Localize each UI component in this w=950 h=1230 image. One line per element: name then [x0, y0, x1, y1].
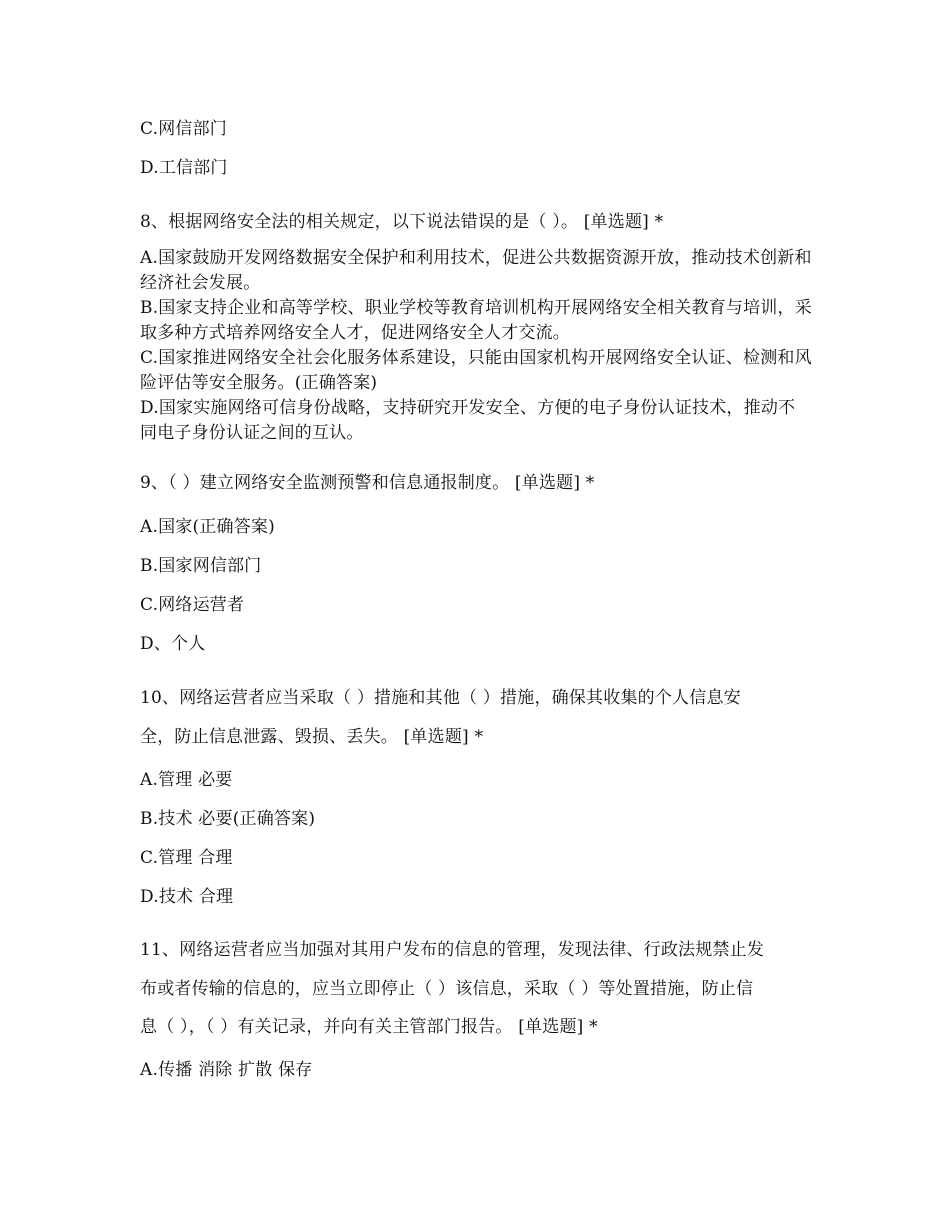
q8-option-d: D.国家实施网络可信身份战略，支持研究开发安全、方便的电子身份认证技术，推动不同电子身份认证之间的互认。 [140, 398, 796, 443]
q7-option-c: C.网信部门 [140, 119, 228, 139]
q8-question: 8、根据网络安全法的相关规定，以下说法错误的是（ ）。 [单选题] * [140, 212, 664, 232]
q9-option-a: A.国家(正确答案) [140, 517, 275, 537]
q10-option-b: B.技术 必要(正确答案) [140, 809, 316, 829]
q9-option-d: D、个人 [140, 634, 206, 654]
q9-question: 9、（ ）建立网络安全监测预警和信息通报制度。 [单选题] * [140, 473, 595, 493]
q7-option-d: D.工信部门 [140, 158, 228, 178]
q9-option-b: B.国家网信部门 [140, 556, 262, 576]
q10-option-d: D.技术 合理 [140, 887, 234, 907]
q11-question-line-3: 息（ ），（ ）有关记录，并向有关主管部门报告。 [单选题] * [140, 1017, 598, 1037]
q10-option-a: A.管理 必要 [140, 770, 233, 790]
q10-option-c: C.管理 合理 [140, 848, 233, 868]
q8-option-c: C.国家推进网络安全社会化服务体系建设，只能由国家机构开展网络安全认证、检测和风险评估等安全服务。(正确答案) [140, 348, 812, 393]
q9-option-c: C.网络运营者 [140, 595, 245, 615]
q11-question-line-2: 布或者传输的信息的，应当立即停止（ ）该信息，采取（ ）等处置措施，防止信 [140, 979, 754, 999]
q8-option-b: B.国家支持企业和高等学校、职业学校等教育培训机构开展网络安全相关教育与培训，采取多种方式培养网络安全人才，促进网络安全人才交流。 [140, 298, 812, 343]
q11-option-a: A.传播 消除 扩散 保存 [140, 1060, 313, 1080]
q8-options [140, 246, 812, 446]
q10-question-line-1: 10、网络运营者应当采取（ ）措施和其他（ ）措施，确保其收集的个人信息安 [140, 688, 741, 708]
q11-question-line-1: 11、网络运营者应当加强对其用户发布的信息的管理，发现法律、行政法规禁止发 [140, 940, 765, 960]
q10-question-line-2: 全，防止信息泄露、毁损、丢失。 [单选题] * [140, 727, 484, 747]
q8-option-a: A.国家鼓励开发网络数据安全保护和利用技术，促进公共数据资源开放，推动技术创新和经济社会发展。 [140, 248, 812, 293]
